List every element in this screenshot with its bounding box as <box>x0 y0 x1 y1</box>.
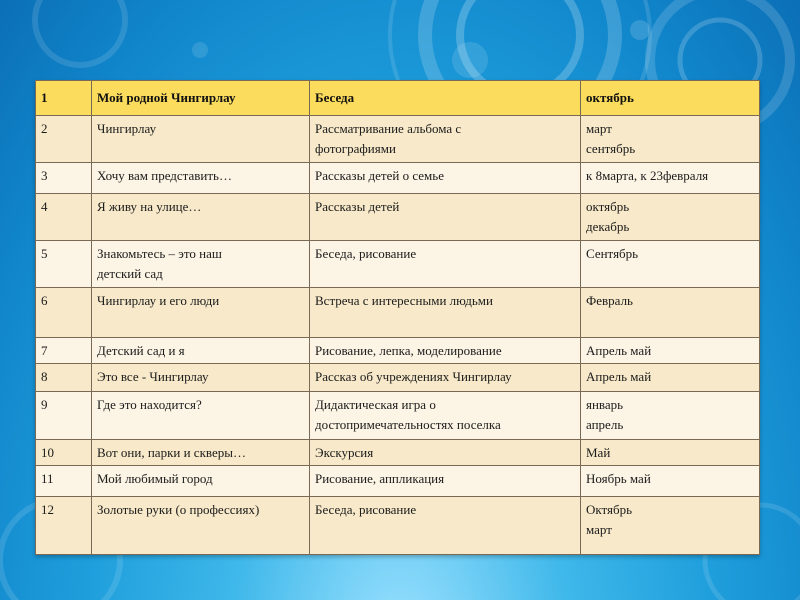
cell-line: Апрель май <box>586 343 652 359</box>
row-topic <box>92 439 310 465</box>
table-row <box>36 241 760 287</box>
row-period <box>581 466 760 497</box>
row-topic <box>92 497 310 555</box>
cell-line: Золотые руки (о профессиях) <box>97 502 260 518</box>
table-row <box>36 338 760 364</box>
row-topic <box>92 162 310 193</box>
cell-line: март <box>586 522 612 538</box>
cell-line: Чингирлау и его люди <box>97 292 220 308</box>
cell-line: Сентябрь <box>586 246 639 262</box>
cell-line: Апрель май <box>586 369 652 385</box>
row-period <box>581 162 760 193</box>
row-period <box>581 193 760 240</box>
row-number: 5 <box>36 241 92 287</box>
cell-line: Рассказ об учреждениях Чингирлау <box>315 369 512 385</box>
header-form: Беседа <box>310 81 581 116</box>
table-header-row <box>36 81 760 116</box>
table-row <box>36 193 760 240</box>
table-row <box>36 162 760 193</box>
cell-line: Хочу вам представить… <box>97 167 232 183</box>
table-row <box>36 497 760 555</box>
row-number: 4 <box>36 193 92 240</box>
cell-line: Октябрь <box>586 502 633 518</box>
cell-line: Вот они, парки и скверы… <box>97 444 246 460</box>
cell-line: Детский сад и я <box>97 343 185 359</box>
header-topic: Мой родной Чингирлау <box>92 81 310 116</box>
cell-line: Мой любимый город <box>97 471 213 487</box>
table-row <box>36 466 760 497</box>
cell-line: Рисование, лепка, моделирование <box>315 343 502 359</box>
row-form <box>310 116 581 162</box>
table-row <box>36 287 760 337</box>
row-number: 10 <box>36 439 92 465</box>
cell-line: Встреча с интересными людьми <box>315 292 493 308</box>
row-period <box>581 116 760 162</box>
cell-line: к 8марта, к 23февраля <box>586 167 709 183</box>
row-number: 12 <box>36 497 92 555</box>
cell-line: Май <box>586 444 611 460</box>
row-period <box>581 287 760 337</box>
cell-line: сентябрь <box>586 141 636 157</box>
table-row <box>36 116 760 162</box>
row-topic <box>92 193 310 240</box>
row-form <box>310 287 581 337</box>
cell-line: Беседа, рисование <box>315 502 417 518</box>
row-number: 6 <box>36 287 92 337</box>
table-row <box>36 391 760 439</box>
row-period <box>581 497 760 555</box>
row-topic <box>92 391 310 439</box>
row-form <box>310 364 581 391</box>
row-form <box>310 162 581 193</box>
cell-line: Знакомьтесь – это наш <box>97 246 222 262</box>
cell-line: Ноябрь май <box>586 471 651 487</box>
row-topic <box>92 364 310 391</box>
cell-line: Я живу на улице… <box>97 198 202 214</box>
cell-line: Рассказы детей о семье <box>315 167 444 183</box>
cell-line: апрель <box>586 416 624 432</box>
cell-line: фотографиями <box>315 141 396 157</box>
cell-line: октябрь <box>586 198 630 214</box>
cell-line: Чингирлау <box>97 121 157 137</box>
row-topic <box>92 287 310 337</box>
cell-line: Дидактическая игра о <box>315 396 436 412</box>
row-topic <box>92 116 310 162</box>
row-form <box>310 439 581 465</box>
cell-line: Рассказы детей <box>315 198 400 214</box>
table-row <box>36 439 760 465</box>
row-number: 3 <box>36 162 92 193</box>
cell-line: март <box>586 121 612 137</box>
cell-line: январь <box>586 396 624 412</box>
cell-line: Рисование, аппликация <box>315 471 445 487</box>
row-topic <box>92 466 310 497</box>
cell-line: Это все - Чингирлау <box>97 369 209 385</box>
row-period <box>581 391 760 439</box>
table-row <box>36 364 760 391</box>
header-number: 1 <box>36 81 92 116</box>
header-period: октябрь <box>581 81 760 116</box>
row-period <box>581 241 760 287</box>
cell-line: Экскурсия <box>315 444 374 460</box>
row-number: 8 <box>36 364 92 391</box>
row-period <box>581 364 760 391</box>
cell-line: Февраль <box>586 292 633 308</box>
row-form <box>310 497 581 555</box>
row-number: 2 <box>36 116 92 162</box>
row-period <box>581 338 760 364</box>
row-form <box>310 241 581 287</box>
row-number: 7 <box>36 338 92 364</box>
cell-line: достопримечательностях поселка <box>315 416 501 432</box>
cell-line: детский сад <box>97 266 163 282</box>
cell-line: Рассматривание альбома с <box>315 121 462 137</box>
row-topic <box>92 338 310 364</box>
row-form <box>310 466 581 497</box>
cell-line: Беседа, рисование <box>315 246 417 262</box>
cell-line: декабрь <box>586 218 630 234</box>
schedule-table <box>35 80 760 555</box>
row-form <box>310 391 581 439</box>
row-form <box>310 193 581 240</box>
row-number: 11 <box>36 466 92 497</box>
row-number: 9 <box>36 391 92 439</box>
row-period <box>581 439 760 465</box>
row-topic <box>92 241 310 287</box>
row-form <box>310 338 581 364</box>
cell-line: Где это находится? <box>97 396 202 412</box>
